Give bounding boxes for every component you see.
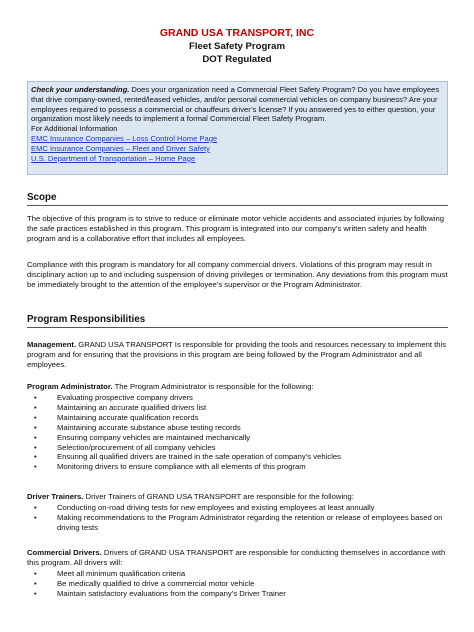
document-header [0,27,474,66]
trainers-text: Driver Trainers of GRAND USA TRANSPORT are responsible for the following: [83,492,354,501]
list-item: • Ensuring all qualified drivers are trained in the safe operation of company’s vehicles [34,452,342,462]
list-item: • Maintaining accurate qualification records [34,412,199,422]
list-item: • Conducting on-road driving tests for new employees and existing employees at least annually [34,503,375,512]
management-label: Management. [27,340,77,349]
link-emc-fleet-safety[interactable]: EMC Insurance Companies – Fleet and Driver Safety [31,143,210,153]
additional-info-label: For Additional Information [31,124,118,134]
driver-duties-list [27,569,449,599]
list-item: • Meet all minimum qualification criteria [34,569,186,578]
scope-heading: Scope [27,192,57,203]
scope-divider [27,205,448,206]
callout-question [31,85,444,124]
company-name: GRAND USA TRANSPORT, INC [159,27,315,39]
program-title: Fleet Safety Program [189,41,285,52]
understanding-callout [27,81,448,175]
list-item: • Making recommendations to the Program Administrator regarding the retention or release of employees based on driving tests [34,512,443,532]
admin-label: Program Administrator. [27,382,113,391]
callout-question-text: Does your organization need a Commercial Fleet Safety Program? Do you have employees that drive company-owned, rented/leased vehicles, and/or personal commercial vehicles on company business? Are your employees required to possess a commercial or chauffeurs driver’s license? If you answered yes to either question, your organization most likely needs to implement a formal Commercial Fleet Safety Program. [31,85,440,124]
scope-paragraph-2: Compliance with this program is mandatory for all company commercial drivers. Violations of this program may result in disciplinary action up to and including suspension of driving privileges or termination. Any deviations from this program must be immediately brought to the attention of the employee’s supervisor or the Program Administrator. [27,260,448,289]
list-item: • Maintaining an accurate qualified drivers list [34,402,207,412]
link-us-dot-home[interactable]: U.S. Department of Transportation – Home Page [31,153,196,163]
regulation-label: DOT Regulated [202,54,272,65]
callout-question-label: Check your understanding. [31,85,130,94]
list-item: • Monitoring drivers to ensure compliance with all elements of this program [34,462,306,472]
scope-paragraph-1: The objective of this program is to strive to reduce or eliminate motor vehicle accidents and associated injuries by following the safe practices established in this program. This program is integrated into our company’s written safety and health program and is a collaborative effort that includes all employees. [27,214,445,243]
trainers-label: Driver Trainers. [27,492,84,501]
management-paragraph [27,340,449,370]
trainers-paragraph [27,492,449,502]
commercial-text: Drivers of GRAND USA TRANSPORT are responsible for conducting themselves in accordance with this program. All drivers will: [27,548,446,567]
trainer-duties-list [27,503,449,533]
list-item: • Selection/procurement of all company vehicles [34,442,216,452]
list-item: • Evaluating prospective company drivers [34,393,193,402]
admin-duties-list [27,393,449,472]
commercial-drivers-paragraph [27,548,449,568]
list-item: • Ensuring company vehicles are maintained mechanically [34,432,251,442]
list-item: • Maintaining accurate substance abuse testing records [34,422,241,432]
link-emc-loss-control[interactable]: EMC Insurance Companies – Loss Control Home Page [31,133,218,143]
list-item: • Maintain satisfactory evaluations from the company’s Driver Trainer [34,588,286,598]
responsibilities-divider [27,327,448,328]
responsibilities-heading: Program Responsibilities [27,314,146,325]
management-text: GRAND USA TRANSPORT Is responsible for providing the tools and resources necessary to implement this program and for ensuring that the provisions in this program are being followed by the Program Administrator and all employees. [27,340,447,369]
admin-paragraph [27,382,449,392]
commercial-label: Commercial Drivers. [27,548,102,557]
admin-text: The Program Administrator is responsible for the following: [112,382,314,391]
list-item: • Be medically qualified to drive a commercial motor vehicle [34,578,255,588]
